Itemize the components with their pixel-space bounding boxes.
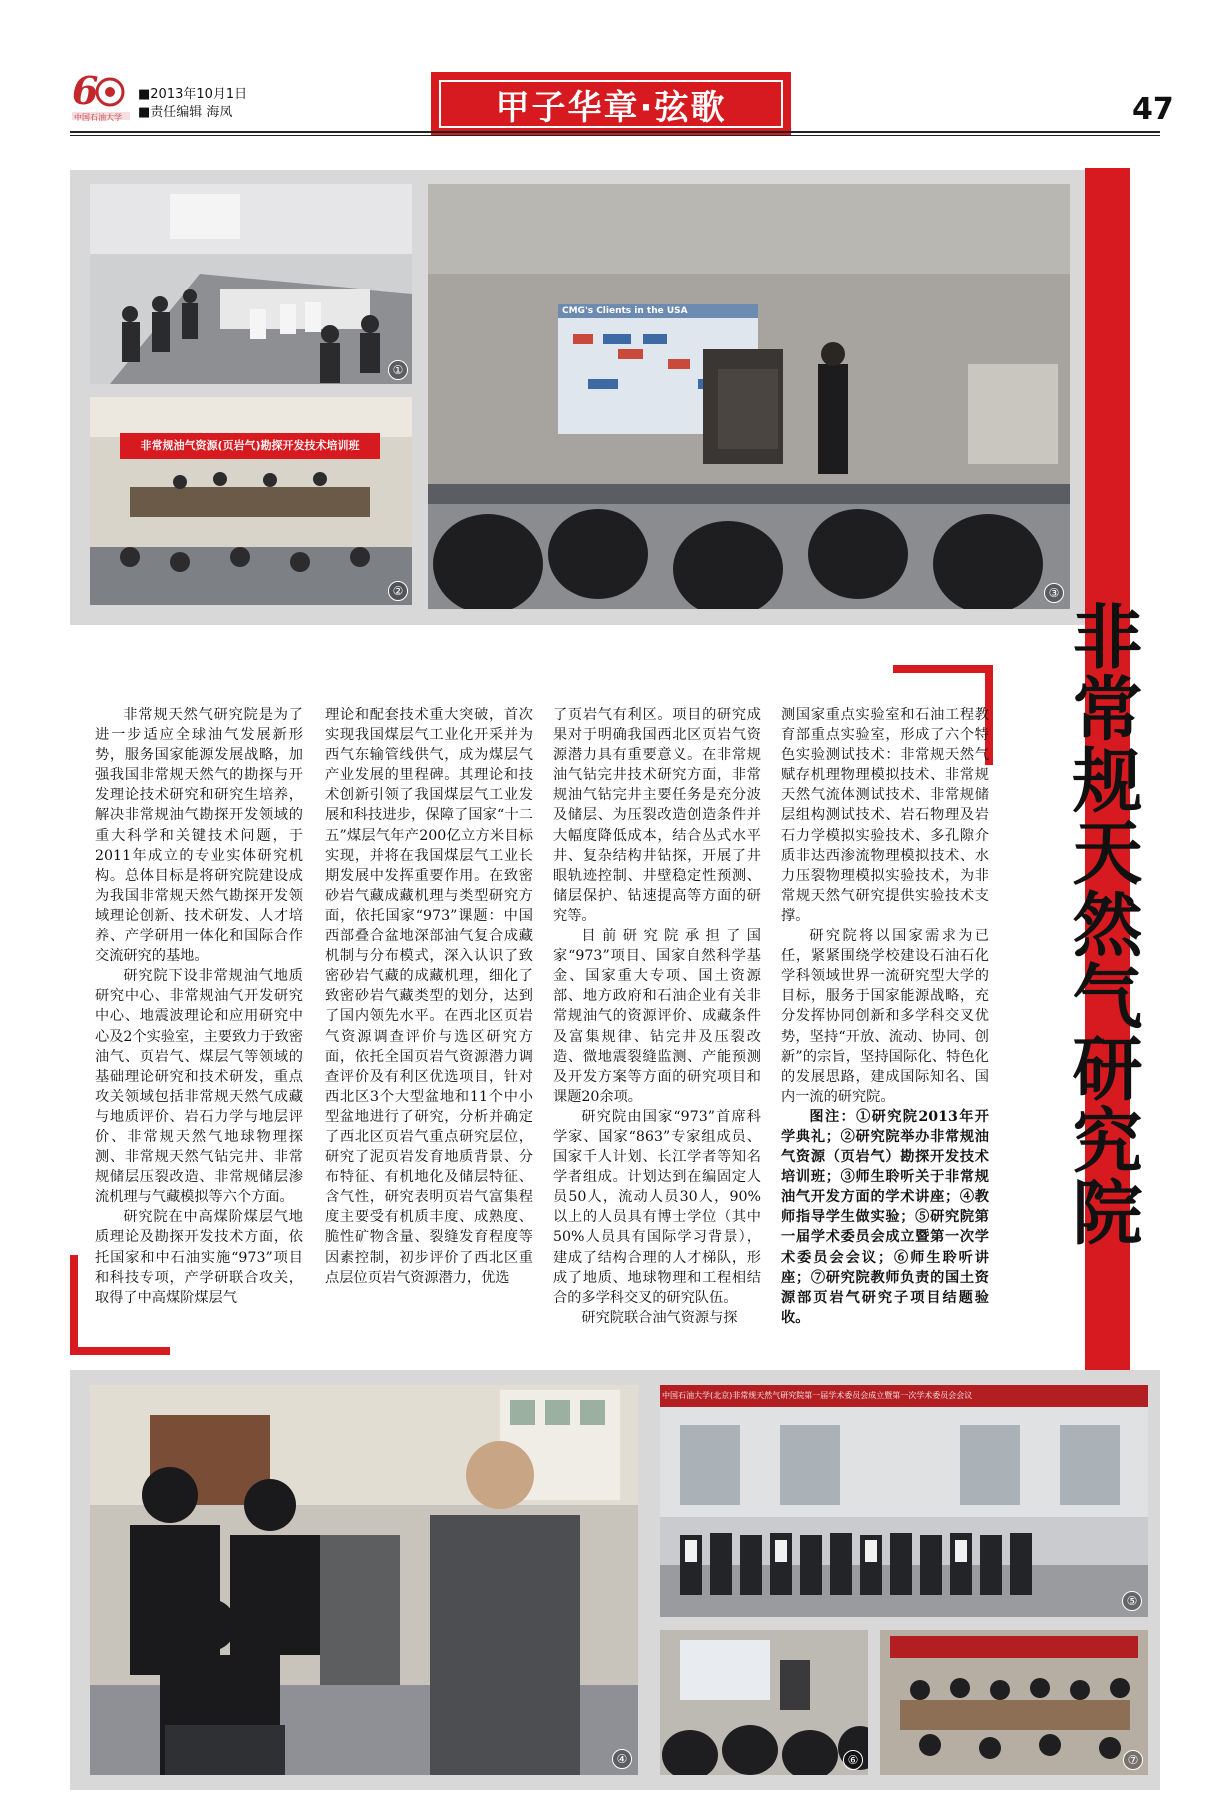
article-column-1: [95, 705, 303, 1308]
issue-editor: ■责任编辑 海凤: [138, 105, 233, 120]
article-paragraph: 研究院联合油气资源与探: [581, 1309, 738, 1326]
article-paragraph: 目前研究院承担了国家“973”项目、国家自然科学基金、国家重大专项、国土资源部、地方政府和石油企业有关非常规油气的资源评价、成藏条件及富集规律、钻完井及压裂改造、微地震裂缝监测、产能预测及开发方案等方面的研究项目和课题20余项。: [553, 928, 761, 1105]
article-paragraph: 非常规天然气研究院是为了进一步适应全球油气发展新形势，服务国家能源发展战略，加强我国非常规天然气的勘探与开发理论技术研究和研究生培养，解决非常规油气勘探开发领域的重大科学和关键技术问题，于2011年成立的专业实体研究机构。总体目标是将研究院建设成为我国非常规天然气勘探开发领域理论创新、技术研发、人才培养、产学研用一体化和国际合作交流研究的基地。: [95, 707, 303, 965]
issue-date: ■2013年10月1日: [138, 87, 248, 102]
article-paragraph: 研究院由国家“973”首席科学家、国家“863”专家组成员、国家千人计划、长江学者等知名学者组成。计划达到在编固定人员50人，流动人员30人，90%以上的人员具有博士学位（其中50%人员具有国际学习背景），建成了结构合理的人才梯队，形成了地质、地球物理和工程相结合的多学科交叉的研究队伍。: [553, 1108, 761, 1306]
photo-number: ②: [388, 581, 408, 601]
article-column-3: [553, 705, 761, 1328]
university-60th-logo: [70, 68, 132, 126]
photo-number: ③: [1044, 583, 1064, 603]
photo-lecture: [428, 184, 1070, 609]
red-bracket-top: [893, 665, 993, 673]
article-column-2: [325, 705, 533, 1288]
section-banner: [431, 72, 791, 136]
photo-number: ④: [612, 1749, 632, 1769]
red-bracket-bottom-vertical: [70, 1255, 78, 1355]
photo-caption: 图注：①研究院2013年开学典礼；②研究院举办非常规油气资源（页岩气）勘探开发技术培训班；③师生聆听关于非常规油气开发方面的学术讲座；④教师指导学生做实验；⑤研究院第一届学术委员会成立暨第一次学术委员会会议；⑥师生聆听讲座；⑦研究院教师负责的国土资源部页岩气研究子项目结题验收。: [781, 1108, 989, 1326]
photo-lab-instruction: [90, 1385, 638, 1775]
photo-opening-ceremony: [90, 184, 412, 384]
article-paragraph: 测国家重点实验室和石油工程教育部重点实验室，形成了六个特色实验测试技术：非常规天然气赋存机理物理模拟技术、非常规天然气流体测试技术、非常规储层组构测试技术、岩石物理及岩石力学模拟实验技术、多孔隙介质非达西渗流物理模拟技术、水力压裂物理模拟实验技术，为非常规天然气研究提供实验技术支撑。: [781, 707, 989, 924]
photo-number: ⑤: [1122, 1591, 1142, 1611]
page-number: 47: [1132, 92, 1174, 127]
photo-number: ①: [388, 360, 408, 380]
photo-training-course: [90, 397, 412, 605]
photo-number: ⑦: [1123, 1750, 1143, 1770]
article-column-4: [781, 705, 989, 1328]
slide-title-text: CMG's Clients in the USA: [562, 306, 688, 316]
section-title: 甲子华章·弦歌: [439, 80, 783, 128]
article-paragraph: 研究院下设非常规油气地质研究中心、非常规油气开发研究中心、地震波理论和应用研究中心及2个实验室，主要致力于致密油气、页岩气、煤层气等领域的基础理论研究和技术研发，重点攻关领域包括非常规天然气成藏与地质评价、岩石力学与地层评价、非常规天然气地球物理探测、非常规天然气钻完井、非常规储层压裂改造、非常规储层渗流机理与气藏模拟等六个方面。: [95, 968, 303, 1206]
photo-academic-committee: [660, 1385, 1148, 1617]
svg-text:中国石油大学: 中国石油大学: [74, 113, 122, 122]
article-paragraph: 研究院将以国家需求为已任，紧紧围绕学校建设石油石化学科领域世界一流研究型大学的目标，服务于国家能源战略，充分发挥协同创新和多学科交叉优势，坚持“开放、流动、协同、创新”的宗旨，坚持国际化、特色化的发展思路，建成国际知名、国内一流的研究院。: [781, 928, 989, 1105]
article-paragraph: 理论和配套技术重大突破，首次实现我国煤层气工业化开采并为西气东输管线供气，成为煤层气产业发展的里程碑。其理论和技术创新引领了我国煤层气工业发展和科技进步，保障了国家“十二五”煤层气年产200亿立方米目标实现，并将在我国煤层气工业长期发展中发挥重要作用。在致密砂岩气藏成藏机理与类型研究方面，依托国家“973”课题：中国西部叠合盆地深部油气复合成藏机制与分布模式，深入认识了致密砂岩气藏的成藏机理，细化了致密砂岩气藏类型的划分，达到了国内领先水平。在西北区页岩气资源调查评价与选区研究方面，依托全国页岩气资源潜力调查评价及有利区优选项目，针对西北区3个大型盆地和11个中小型盆地进行了研究，分析并确定了西北区页岩气重点研究层位，研究了泥页岩发育地质背景、分布特征、有机地化及储层特征、含气性，研究表明页岩气富集程度主要受有机质丰度、成熟度、脆性矿物含量、裂缝发育程度等因素控制，初步评价了西北区重点层位页岩气资源潜力，优选: [325, 707, 533, 1286]
article-paragraph: 了页岩气有利区。项目的研究成果对于明确我国西北区页岩气资源潜力具有重要意义。在非常规油气钻完井技术研究方面，非常规油气钻完井主要任务是充分波及储层、为压裂改造创造条件并大幅度降低成本，结合丛式水平井、复杂结构井钻探，开展了井眼轨迹控制、井壁稳定性预测、储层保护、钻速提高等方面的研究等。: [553, 707, 761, 924]
article-paragraph: 研究院在中高煤阶煤层气地质理论及勘探开发技术方面，依托国家和中石油实施“973”项目和科技专项，产学研联合攻关，取得了中高煤阶煤层气: [95, 1209, 303, 1306]
header-rule: [70, 131, 1160, 133]
photo-project-acceptance: [880, 1630, 1148, 1775]
issue-meta: [138, 86, 247, 122]
svg-text:6: 6: [72, 68, 99, 113]
article-headline: 非常规天然气研究院: [1061, 600, 1143, 1248]
header-rule-thin: [70, 135, 1160, 136]
committee-banner-text: 中国石油大学(北京)非常规天然气研究院第一届学术委员会成立暨第一次学术委员会会议: [662, 1391, 973, 1400]
photo-number: ⑥: [843, 1750, 863, 1770]
training-banner-text: 非常规油气资源(页岩气)勘探开发技术培训班: [140, 439, 360, 452]
red-bracket-bottom: [70, 1347, 170, 1355]
photo-lecture-audience: [660, 1630, 868, 1775]
